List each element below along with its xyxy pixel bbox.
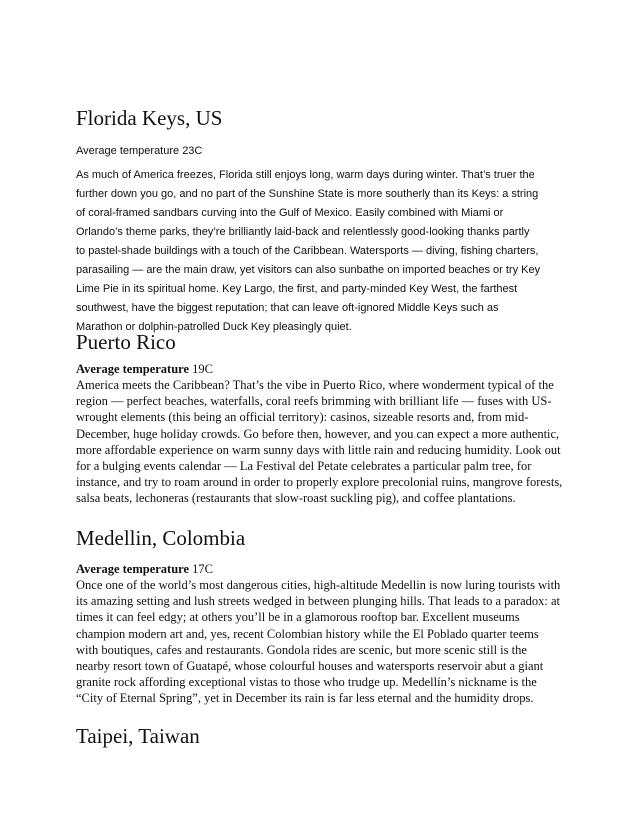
average-temperature-label: Average temperature <box>76 562 190 576</box>
body-line: parasailing — are the main draw, yet visitors can also sunbathe on imported beaches or try Key <box>76 264 541 276</box>
body-line: with boutiques, cafes and restaurants. Gondola rides are scenic, but more scenic still is the <box>76 642 527 657</box>
body-line: its amazing setting and lush streets wedged in between plunging hills. That leads to a paradox: at <box>76 594 561 609</box>
body-line: times it can feel edgy; at others you’ll be in a glamorous rooftop bar. Excellent museums <box>76 610 520 625</box>
body-line: Orlando’s theme parks, they’re brilliantly laid-back and relentlessly good-looking thanks partly <box>76 226 530 238</box>
body-line: “City of Eternal Spring”, yet in December its rain is far less eternal and the humidity drops. <box>76 691 534 706</box>
body-line: of coral-framed sandbars curving into the Gulf of Mexico. Easily combined with Miami or <box>76 207 504 219</box>
body-line: nearby resort town of Guatapé, whose colourful houses and watersports reservoir abut a giant <box>76 659 544 674</box>
body-line: granite rock affording exceptional vistas to those who trudge up. Medellín’s nickname is the <box>76 675 537 690</box>
body-line: to pastel-shade buildings with a touch of the Caribbean. Watersports — diving, fishing charters, <box>76 245 539 257</box>
section-body <box>76 377 562 507</box>
body-line: wrought elements (this being an official territory): casinos, sizeable resorts and, from mid- <box>76 410 529 425</box>
section-medellin <box>76 526 560 707</box>
average-temperature-value: 17C <box>189 562 213 576</box>
body-line: southwest, have the biggest reputation; that can leave oft-ignored Middle Keys such as <box>76 302 499 314</box>
section-title: Taipei, Taiwan <box>76 724 200 748</box>
body-line: Marathon or dolphin-patrolled Duck Key pleasingly quiet. <box>76 321 352 333</box>
section-title: Florida Keys, US <box>76 106 223 130</box>
body-line: As much of America freezes, Florida still enjoys long, warm days during winter. That’s truer the <box>76 169 535 181</box>
section-body <box>76 577 560 707</box>
body-line: region — perfect beaches, waterfalls, coral reefs brimming with brilliant life — fuses with US- <box>76 394 552 409</box>
average-temperature: Average temperature 23C <box>76 145 203 157</box>
average-temperature <box>76 361 562 377</box>
body-line: champion modern art and, yes, recent Colombian history while the El Poblado quarter teems <box>76 626 539 641</box>
average-temperature-value: 19C <box>189 362 213 376</box>
section-body <box>76 166 540 337</box>
body-line: for a bulging events calendar — La Festival del Petate celebrates a particular palm tree, for <box>76 459 532 474</box>
section-title: Puerto Rico <box>76 330 176 354</box>
body-line: more affordable experience on warm sunny days with little rain and reducing humidity. Look out <box>76 442 561 457</box>
average-temperature <box>76 561 560 577</box>
body-line: further down you go, and no part of the Sunshine State is more southerly than its Keys: a string <box>76 188 539 200</box>
body-line: salsa beats, lechoneras (restaurants that slow-roast suckling pig), and coffee plantations. <box>76 491 516 506</box>
body-line: America meets the Caribbean? That’s the vibe in Puerto Rico, where wonderment typical of the <box>76 378 554 392</box>
body-line: December, huge holiday crowds. Go before then, however, and you can expect a more authentic, <box>76 426 560 441</box>
section-taipei <box>76 724 200 748</box>
average-temperature-label: Average temperature <box>76 362 190 376</box>
section-puerto-rico <box>76 330 562 507</box>
body-line: Once one of the world’s most dangerous cities, high-altitude Medellin is now luring tourists with <box>76 578 561 592</box>
body-line: Lime Pie in its spiritual home. Key Largo, the first, and party-minded Key West, the farthest <box>76 283 518 295</box>
section-florida-keys <box>76 106 540 337</box>
body-line: instance, and try to roam around in order to properly explore precolonial ruins, mangrove forests, <box>76 475 563 490</box>
section-title: Medellin, Colombia <box>76 526 246 550</box>
